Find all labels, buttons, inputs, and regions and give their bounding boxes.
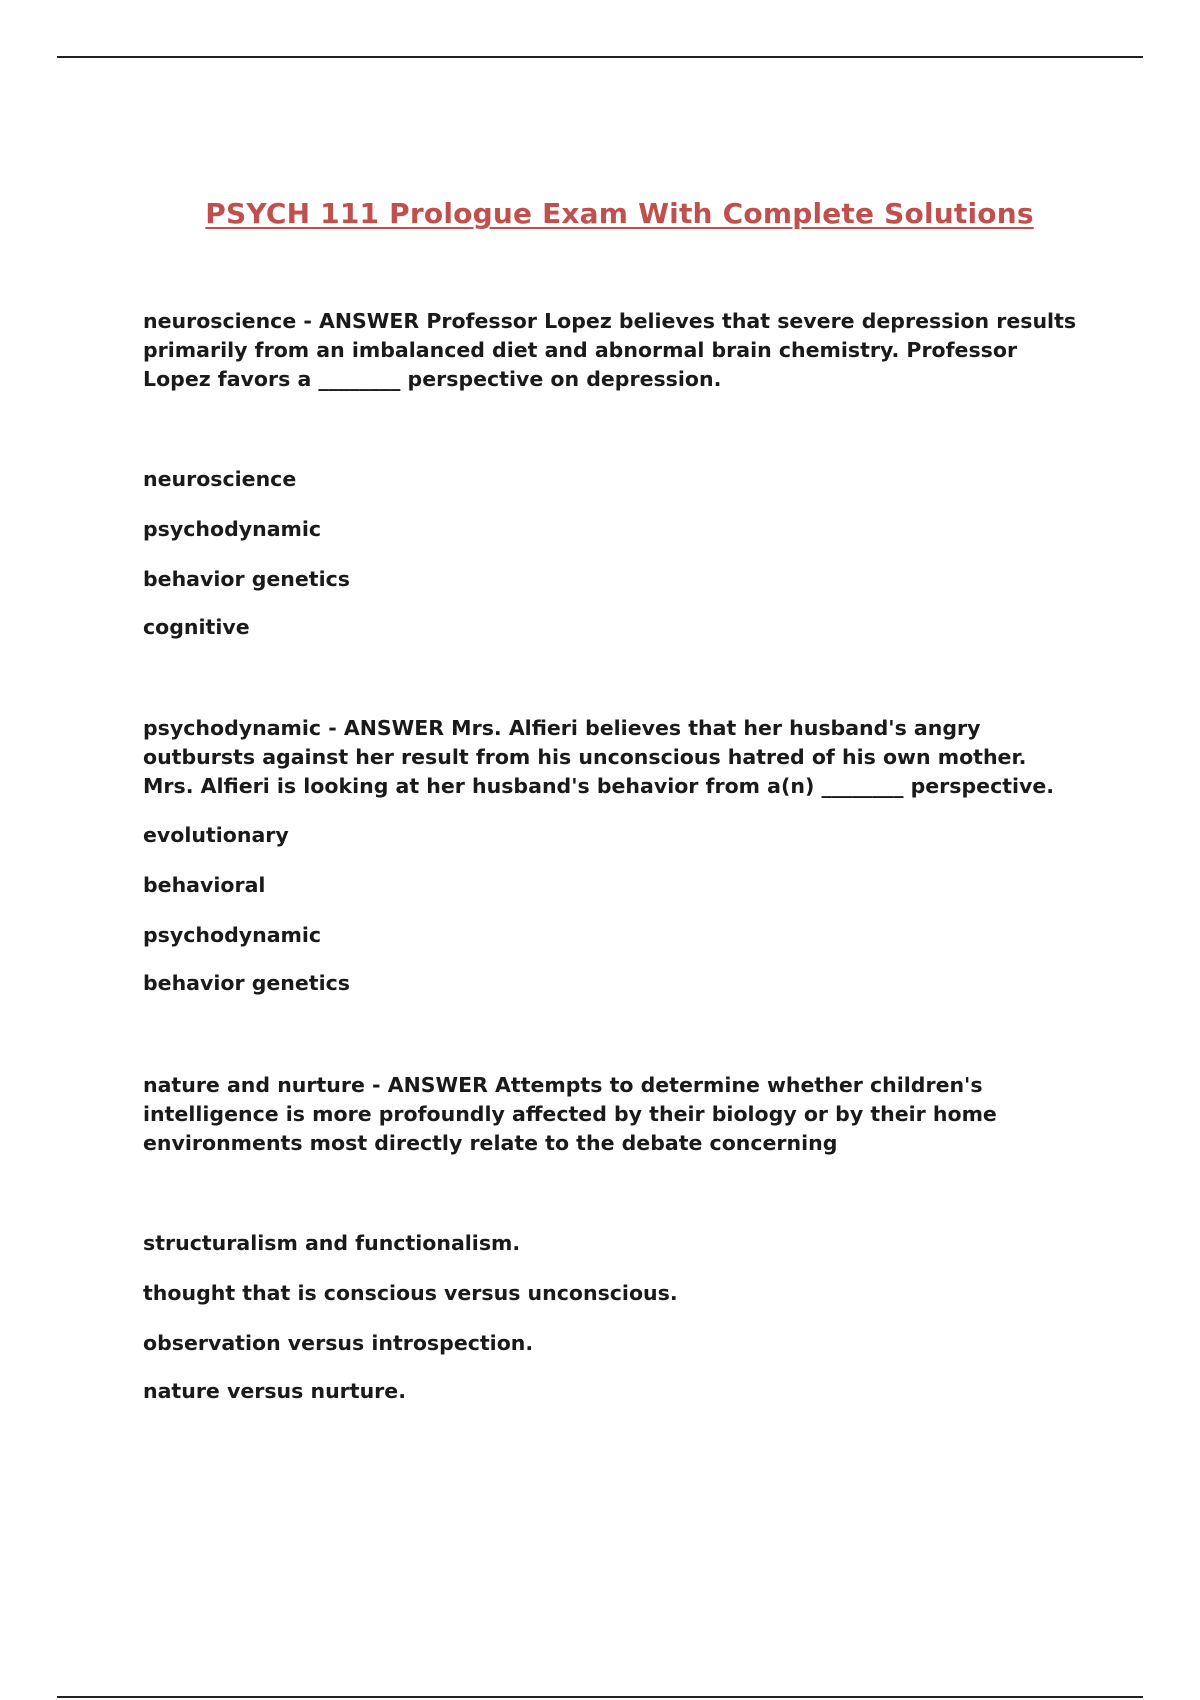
question-2-options bbox=[143, 821, 1083, 998]
answer-option: behavioral bbox=[143, 873, 266, 897]
answer-option: evolutionary bbox=[143, 823, 289, 847]
header-rule bbox=[57, 56, 1143, 58]
document-title: PSYCH 111 Prologue Exam With Complete Solutions bbox=[205, 197, 1034, 230]
footer-rule bbox=[57, 1696, 1143, 1698]
answer-option: behavior genetics bbox=[143, 971, 350, 995]
answer-option: psychodynamic bbox=[143, 517, 322, 541]
question-1: neuroscience - ANSWER Professor Lopez believes that severe depression results primarily from an imbalanced diet and abnormal brain chemistry. Professor Lopez favors a ________ perspective on depression. bbox=[143, 309, 1077, 391]
answer-option: structuralism and functionalism. bbox=[143, 1231, 521, 1255]
question-1-options bbox=[143, 465, 1083, 642]
answer-option: neuroscience bbox=[143, 467, 297, 491]
question-3-options bbox=[143, 1229, 1083, 1406]
question-3: nature and nurture - ANSWER Attempts to determine whether children's intelligence is more profoundly affected by their biology or by their home environments most directly relate to the debate concerning bbox=[143, 1073, 997, 1155]
answer-option: cognitive bbox=[143, 615, 250, 639]
answer-option: behavior genetics bbox=[143, 567, 350, 591]
answer-option: thought that is conscious versus unconscious. bbox=[143, 1281, 678, 1305]
question-2: psychodynamic - ANSWER Mrs. Alfieri believes that her husband's angry outbursts against her result from his unconscious hatred of his own mother. Mrs. Alfieri is looking at her husband's behavior from a(n) ________ perspective. bbox=[143, 716, 1055, 798]
answer-option: observation versus introspection. bbox=[143, 1331, 534, 1355]
answer-option: psychodynamic bbox=[143, 923, 322, 947]
answer-option: nature versus nurture. bbox=[143, 1379, 406, 1403]
